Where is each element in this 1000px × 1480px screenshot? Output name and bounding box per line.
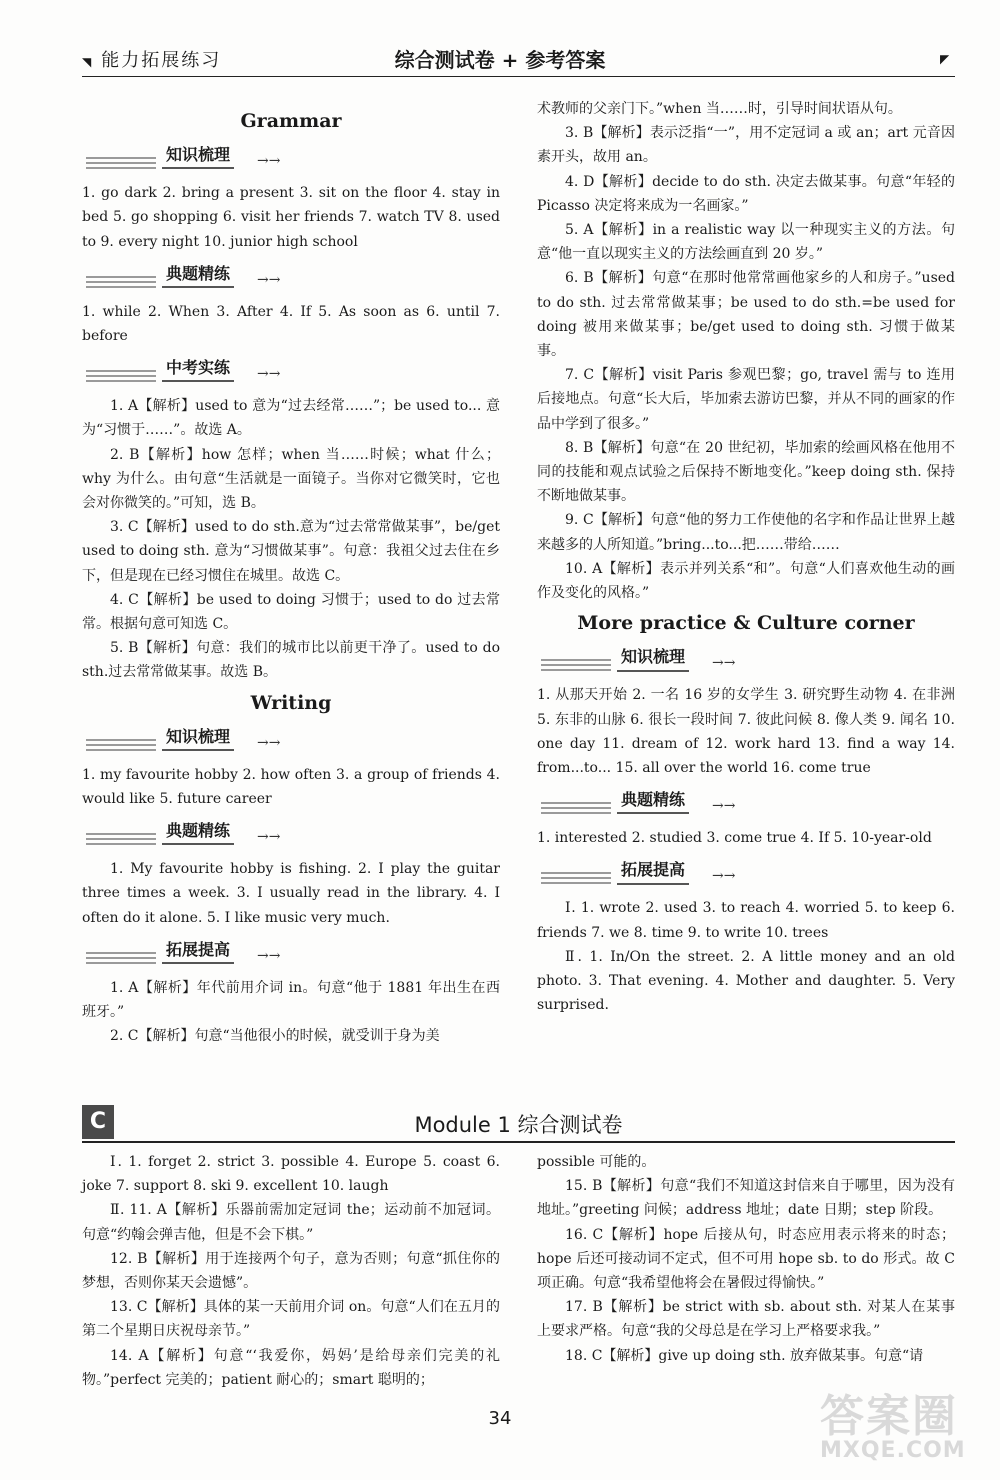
answer-paragraph: 15. B【解析】句意“我们不知道这封信来自于哪里，因为没有地址。”greeting 问候；address 地址；date 日期；step 阶段。 — [537, 1178, 955, 1219]
answer-paragraph: possible 可能的。 — [537, 1154, 656, 1170]
subsection-heading — [82, 815, 500, 855]
answer-paragraph: 1. my favourite hobby 2. how often 3. a group of friends 4. would like 5. future career — [82, 766, 500, 808]
module-section-bar — [82, 1105, 955, 1143]
page-number: 34 — [488, 1408, 512, 1429]
answer-paragraph: 5. A【解析】in a realistic way 以一种现实主义的方法。句意“他一直以现实主义的方法绘画直到 20 岁。” — [537, 222, 955, 263]
watermark-logo — [820, 1380, 980, 1470]
decorative-bars-icon — [86, 276, 156, 290]
answer-paragraph: 1. interested 2. studied 3. come true 4. If 5. 10-year-old — [537, 830, 932, 847]
answer-paragraph: 术教师的父亲门下。”when 当……时，引导时间状语从句。 — [537, 101, 902, 117]
double-arrow-icon: →→ — [712, 798, 736, 815]
header-left-title: ◥ 能力拓展练习 — [82, 46, 221, 72]
answer-paragraph: 1. while 2. When 3. After 4. If 5. As soon as 6. until 7. before — [82, 303, 500, 345]
subsection-label: 知识梳理 — [617, 645, 689, 671]
section-title: More practice & Culture corner — [577, 612, 915, 635]
subsection-label: 知识梳理 — [162, 725, 234, 751]
section-title: Grammar — [240, 110, 342, 132]
answer-paragraph: 16. C【解析】hope 后接从句，时态应用表示将来的时态；hope 后还可接动词不定式，但不可用 hope sb. to do 形式。故 C 项正确。句意“我希望他将会在暑假过得愉快。” — [537, 1226, 955, 1292]
answer-paragraph: 6. B【解析】句意“在那时他常常画他家乡的人和房子。”used to do sth. 过去常常做某事；be used to do sth.=be used for doing 被用来做某事；be/get used to doing sth. 习惯于做某事。 — [537, 270, 955, 360]
answer-paragraph: 2. B【解析】how 怎样；when 当……时候；what 什么；why 为什么。由句意“生活就是一面镜子。当你对它微笑时，它也会对你微笑的。”可知，选 B。 — [82, 446, 500, 512]
answer-paragraph: Ⅱ. 1. In/On the street. 2. A little money and an old photo. 3. That evening. 4. Mother and daughter. 5. Very surprised. — [537, 948, 955, 1014]
subsection-label: 知识梳理 — [162, 143, 234, 169]
section-title: Writing — [250, 691, 332, 714]
subsection-heading — [537, 784, 955, 824]
double-arrow-icon: →→ — [257, 271, 281, 288]
double-arrow-icon: →→ — [712, 868, 736, 885]
answer-paragraph: 8. B【解析】句意“在 20 世纪初，毕加索的绘画风格在他用不同的技能和观点试验之后保持不断地变化。”keep doing sth. 保持不断地做某事。 — [537, 439, 955, 505]
double-arrow-icon: →→ — [257, 829, 281, 846]
double-arrow-icon: →→ — [712, 655, 736, 672]
subsection-label: 拓展提高 — [617, 858, 689, 884]
decorative-bars-icon — [86, 370, 156, 384]
answer-paragraph: Ⅰ. 1. forget 2. strict 3. possible 4. Europe 5. coast 6. joke 7. support 8. ski 9. excellent 10. laugh — [82, 1154, 500, 1195]
header-corner-mark: ◤ — [940, 52, 950, 66]
module-right-column — [537, 1150, 955, 1368]
answer-paragraph: 1. A【解析】年代前用介词 in。句意“他于 1881 年出生在西班牙。” — [82, 979, 500, 1021]
answer-paragraph: Ⅱ. 11. A【解析】乐器前需加定冠词 the；运动前不加冠词。句意“约翰会弹吉他，但是不会下棋。” — [82, 1202, 500, 1243]
answer-paragraph: 17. B【解析】be strict with sb. about sth. 对某人在某事上要求严格。句意“我的父母总是在学习上严格要求我。” — [537, 1299, 955, 1340]
subsection-label: 中考实练 — [162, 356, 234, 382]
subsection-label: 典题精练 — [162, 819, 234, 845]
subsection-heading — [82, 721, 500, 761]
subsection-heading — [82, 934, 500, 974]
subsection-label: 典题精练 — [162, 262, 234, 288]
module-title: Module 1 综合测试卷 — [414, 1113, 623, 1137]
double-arrow-icon: →→ — [257, 947, 281, 964]
decorative-bars-icon — [86, 739, 156, 753]
decorative-bars-icon — [541, 872, 611, 886]
answer-paragraph: 3. C【解析】used to do sth.意为“过去常常做某事”，be/get used to doing sth. 意为“习惯做某事”。句意：我祖父过去住在乡下，但是现在已经习惯住在城里。故选 C。 — [82, 519, 500, 584]
double-arrow-icon: →→ — [257, 153, 281, 170]
right-column — [537, 97, 955, 1018]
answer-paragraph: 18. C【解析】give up doing sth. 放弃做某事。句意“请 — [565, 1347, 924, 1364]
answer-paragraph: Ⅰ. 1. wrote 2. used 3. to reach 4. worried 5. to keep 6. friends 7. we 8. time 9. to write 10. trees — [537, 900, 955, 941]
answer-paragraph: 4. D【解析】decide to do sth. 决定去做某事。句意“年轻的 Picasso 决定将来成为一名画家。” — [537, 173, 955, 214]
answer-paragraph: 1. A【解析】used to 意为“过去经常……”；be used to... 意为“习惯于……”。故选 A。 — [82, 398, 500, 439]
module-c-icon: C — [82, 1105, 114, 1139]
double-arrow-icon: →→ — [257, 366, 281, 383]
answer-paragraph: 12. B【解析】用于连接两个句子，意为否则；句意“抓住你的梦想，否则你某天会遗憾”。 — [82, 1250, 500, 1292]
subsection-heading — [537, 641, 955, 681]
decorative-bars-icon — [541, 802, 611, 816]
watermark-url: MXQE.COM — [820, 1438, 966, 1463]
header-rule — [82, 76, 955, 77]
subsection-heading — [82, 258, 500, 298]
answer-paragraph: 7. C【解析】visit Paris 参观巴黎；go, travel 需与 to 连用后接地点。句意“长大后，毕加索去游访巴黎，并从不同的画家的作品中学到了很多。” — [537, 367, 955, 432]
decorative-bars-icon — [86, 833, 156, 847]
answer-paragraph: 1. 从那天开始 2. 一名 16 岁的女学生 3. 研究野生动物 4. 在非洲 5. 东非的山脉 6. 很长一段时间 7. 彼此问候 8. 像人类 9. 闻名 10. one day 11. dream of 12. work hard 13. find a way 14. from...to... 15. all over the world 16. come true — [537, 687, 955, 777]
answer-paragraph: 3. B【解析】表示泛指“一”，用不定冠词 a 或 an；art 元音因素开头，故用 an。 — [537, 125, 955, 166]
answer-paragraph: 13. C【解析】具体的某一天前用介词 on。句意“人们在五月的第二个星期日庆祝母亲节。” — [82, 1299, 500, 1340]
subsection-label: 典题精练 — [617, 788, 689, 814]
double-arrow-icon: →→ — [257, 734, 281, 751]
decorative-bars-icon — [541, 659, 611, 673]
subsection-heading — [537, 854, 955, 894]
answer-paragraph: 2. C【解析】句意“当他很小的时候，就受训于身为美 — [110, 1028, 440, 1045]
answer-paragraph: 1. My favourite hobby is fishing. 2. I play the guitar three times a week. 3. I usually read in the library. 4. I often do it alone. 5. I like music very much. — [82, 861, 500, 926]
watermark-text: 答案圈 — [820, 1391, 958, 1442]
left-column — [82, 103, 500, 1048]
module-left-column — [82, 1150, 500, 1392]
answer-paragraph: 5. B【解析】句意：我们的城市比以前更干净了。used to do sth.过去常常做某事。故选 B。 — [82, 640, 500, 681]
subsection-heading — [82, 139, 500, 179]
answer-paragraph: 4. C【解析】be used to doing 习惯于；used to do 过去常常。根据句意可知选 C。 — [82, 591, 500, 633]
answer-paragraph: 9. C【解析】句意“他的努力工作使他的名字和作品让世界上越来越多的人所知道。”bring...to...把……带给…… — [537, 512, 955, 553]
answer-paragraph: 1. go dark 2. bring a present 3. sit on the floor 4. stay in bed 5. go shopping 6. visit her friends 7. watch TV 8. used to 9. every night 10. junior high school — [82, 185, 500, 250]
decorative-bars-icon — [86, 157, 156, 171]
header-center-title: 综合测试卷 + 参考答案 — [394, 48, 606, 72]
subsection-heading — [82, 352, 500, 392]
answer-paragraph: 14. A【解析】句意“‘我爱你，妈妈’是给母亲们完美的礼物。”perfect 完美的；patient 耐心的；smart 聪明的； — [82, 1347, 500, 1388]
subsection-label: 拓展提高 — [162, 938, 234, 964]
decorative-bars-icon — [86, 952, 156, 966]
answer-paragraph: 10. A【解析】表示并列关系“和”。句意“人们喜欢他生动的画作及变化的风格。” — [537, 560, 955, 602]
